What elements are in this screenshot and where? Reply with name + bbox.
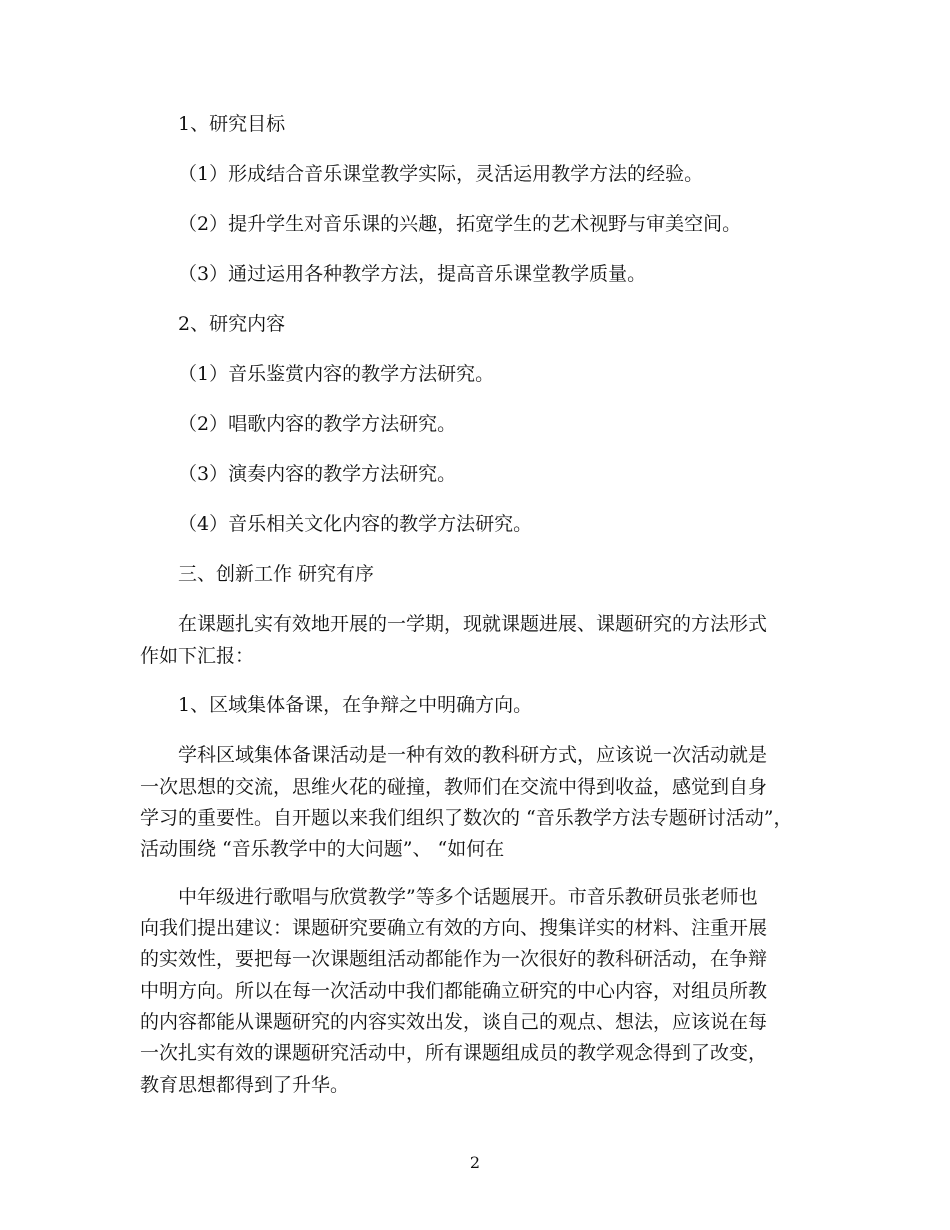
subheading-collective-preparation: 1、区域集体备课，在争辩之中明确方向。 (178, 694, 533, 716)
content-item-3: （3）演奏内容的教学方法研究。 (178, 463, 457, 485)
paragraph-line: 的内容都能从课题研究的内容实效出发，谈自己的观点、想法，应该说在每 (140, 1011, 768, 1033)
paragraph-line: 学习的重要性。自开题以来我们组织了数次的 “音乐教学方法专题研讨活动”， (140, 807, 793, 829)
heading-research-content: 2、研究内容 (178, 313, 286, 335)
paragraph-line: 活动围绕 “音乐教学中的大问题”、 “如何在 (140, 838, 505, 860)
paragraph-line: 向我们提出建议：课题研究要确立有效的方向、搜集详实的材料、注重开展 (140, 917, 768, 939)
content-item-2: （2）唱歌内容的教学方法研究。 (178, 413, 457, 435)
paragraph-line: 学科区域集体备课活动是一种有效的教科研方式，应该说一次活动就是 (178, 744, 768, 766)
page-number: 2 (469, 1153, 481, 1172)
content-item-4: （4）音乐相关文化内容的教学方法研究。 (178, 513, 533, 535)
paragraph-line: 教育思想都得到了升华。 (140, 1074, 350, 1096)
heading-research-goals: 1、研究目标 (178, 113, 286, 135)
paragraph-line: 在课题扎实有效地开展的一学期，现就课题进展、课题研究的方法形式 (178, 613, 768, 635)
paragraph-line: 的实效性，要把每一次课题组活动都能作为一次很好的教科研活动，在争辩 (140, 948, 768, 970)
paragraph-line: 一次思想的交流，思维火花的碰撞，教师们在交流中得到收益，感觉到自身 (140, 776, 768, 798)
paragraph-line: 作如下汇报： (140, 645, 255, 667)
goal-item-1: （1）形成结合音乐课堂教学实际，灵活运用教学方法的经验。 (178, 163, 704, 185)
paragraph-line: 中年级进行歌唱与欣赏教学”等多个话题展开。市音乐教研员张老师也 (178, 886, 758, 908)
goal-item-3: （3）通过运用各种教学方法，提高音乐课堂教学质量。 (178, 263, 647, 285)
goal-item-2: （2）提升学生对音乐课的兴趣，拓宽学生的艺术视野与审美空间。 (178, 213, 742, 235)
content-item-1: （1）音乐鉴赏内容的教学方法研究。 (178, 363, 495, 385)
section-heading-innovation: 三、创新工作 研究有序 (178, 563, 375, 585)
paragraph-line: 一次扎实有效的课题研究活动中，所有课题组成员的教学观念得到了改变， (140, 1042, 768, 1064)
paragraph-line: 中明方向。所以在每一次活动中我们都能确立研究的中心内容，对组员所教 (140, 980, 768, 1002)
